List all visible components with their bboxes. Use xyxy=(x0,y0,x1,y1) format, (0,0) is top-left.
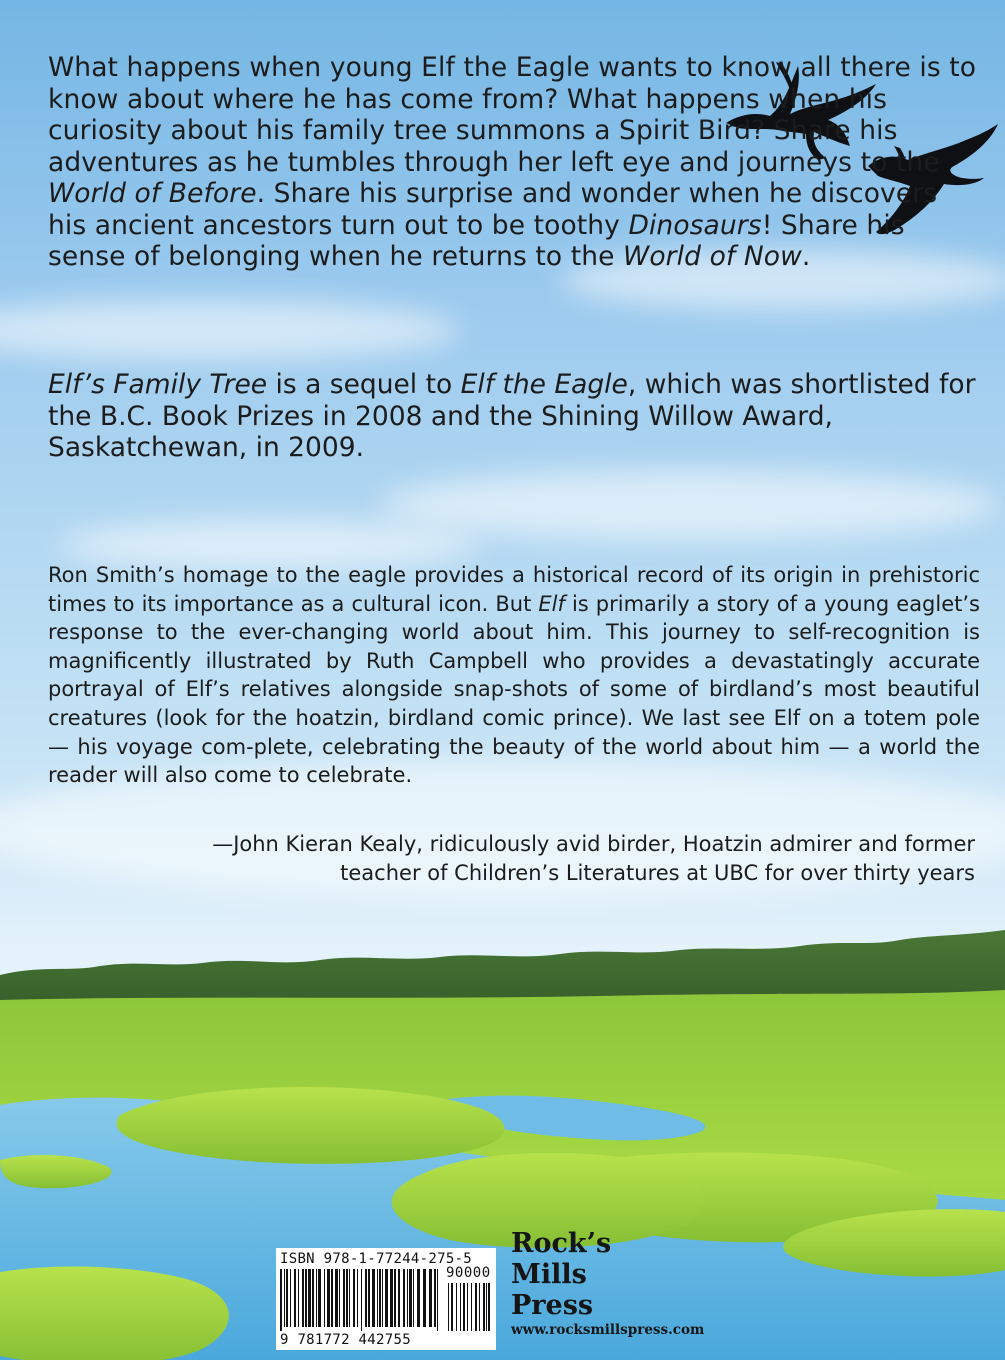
barcode-bar xyxy=(349,1269,350,1327)
barcode-bars xyxy=(280,1269,492,1331)
barcode-bar xyxy=(346,1269,348,1327)
barcode-bar xyxy=(398,1269,400,1327)
barcode-bar xyxy=(467,1283,468,1331)
barcode-bar xyxy=(280,1269,282,1331)
barcode-bar xyxy=(379,1269,381,1327)
barcode-bar xyxy=(479,1283,480,1331)
review-elf: Elf xyxy=(538,591,565,616)
barcode-bar xyxy=(290,1269,291,1327)
barcode-bar xyxy=(437,1269,438,1331)
barcode-bar xyxy=(294,1269,296,1327)
review-quote xyxy=(48,561,980,790)
book-title: Elf’s Family Tree xyxy=(48,369,268,400)
barcode-bar xyxy=(305,1269,307,1327)
barcode-bar xyxy=(460,1283,461,1331)
barcode-bar xyxy=(372,1269,375,1327)
blurb-text-4: . xyxy=(801,241,811,272)
blurb-text-2: . Share his surprise and wonder when he discovers his ancient ancestors turn out to be toothy xyxy=(48,178,938,241)
barcode-bar xyxy=(407,1269,408,1327)
barcode-bar xyxy=(488,1283,490,1331)
barcode-bar xyxy=(471,1283,472,1331)
ean-digits: 9 781772 442755 xyxy=(280,1332,411,1348)
barcode-bar xyxy=(318,1269,321,1327)
barcode-bar xyxy=(353,1269,355,1327)
barcode-bar xyxy=(448,1283,449,1331)
barcode-bar xyxy=(339,1269,340,1327)
prior-book-title: Elf the Eagle xyxy=(460,369,628,400)
sequel-paragraph xyxy=(48,369,978,464)
blurb-world-of-now: World of Now xyxy=(623,241,802,272)
barcode-bar xyxy=(434,1269,436,1327)
blurb-text-3: ! Share his sense of belonging when he returns to the xyxy=(48,209,905,272)
barcode-bar xyxy=(298,1269,299,1327)
barcode-bar xyxy=(390,1269,393,1327)
barcode-bar xyxy=(284,1269,285,1327)
publisher-line-2: Mills xyxy=(511,1259,587,1290)
barcode-bar xyxy=(377,1269,378,1327)
publisher-website: www.rocksmillspress.com xyxy=(511,1322,705,1338)
price-code: 90000 xyxy=(446,1265,491,1281)
blurb-dinosaurs: Dinosaurs xyxy=(628,209,762,241)
isbn-number: ISBN 978-1-77244-275-5 xyxy=(280,1251,473,1267)
barcode-bar xyxy=(394,1269,396,1327)
barcode-bar xyxy=(312,1269,314,1327)
blurb-paragraph xyxy=(48,52,978,273)
barcode-bar xyxy=(361,1269,362,1331)
barcode-bar xyxy=(365,1269,367,1327)
barcode-bar xyxy=(486,1283,487,1331)
barcode-bar xyxy=(343,1269,345,1327)
barcode-bar xyxy=(456,1283,457,1331)
barcode-bar xyxy=(409,1269,412,1327)
barcode-bar xyxy=(483,1283,485,1331)
publisher-logo xyxy=(511,1228,751,1321)
barcode-bar xyxy=(429,1269,432,1327)
barcode-bar xyxy=(413,1269,414,1327)
barcode-bar xyxy=(417,1269,420,1327)
barcode-bar xyxy=(382,1269,383,1327)
barcode-bar xyxy=(331,1269,333,1327)
barcode-bar xyxy=(357,1269,358,1327)
isbn-barcode xyxy=(276,1248,496,1350)
attribution-line-2: teacher of Children’s Literatures at UBC for over thirty years xyxy=(340,860,975,885)
barcode-bar xyxy=(403,1269,405,1327)
barcode-bar xyxy=(316,1269,317,1327)
barcode-bar xyxy=(385,1269,388,1327)
blurb-text-1: What happens when young Elf the Eagle wants to know all there is to know about where he has come from? What happens when his curiosity about his family tree summons a Spirit Bird? Share his adventures as he tumbles through her left eye and journeys to the xyxy=(48,52,977,178)
review-text-1: Ron Smith’s homage to the eagle provides a historical record of its origin in prehistoric times to its importance as a cultural icon. But xyxy=(48,563,980,616)
barcode-bar xyxy=(463,1283,465,1331)
sequel-text-1: is a sequel to xyxy=(267,369,461,400)
barcode-bar xyxy=(451,1283,453,1331)
barcode-bar xyxy=(423,1269,426,1327)
review-text-2: is primarily a story of a young eaglet’s response to the ever-changing world about him. This journey to self-recognition is magnificently illustrated by Ruth Campbell who provides a devastatingly accurate portrayal of Elf’s relatives alongside snap-shots of some of birdland’s most beautiful creatures (look for the hoatzin, birdland comic prince). We last see Elf on a totem pole — his voyage com-plete, celebrating the beauty of the world about him — a world the reader will also come to celebrate. xyxy=(48,591,980,788)
barcode-bar xyxy=(324,1269,325,1327)
barcode-bar xyxy=(475,1283,477,1331)
barcode-bar xyxy=(335,1269,338,1327)
blurb-world-of-before: World of Before xyxy=(48,178,257,209)
publisher-line-3: Press xyxy=(511,1290,594,1321)
review-attribution xyxy=(35,830,975,887)
barcode-bar xyxy=(308,1269,311,1327)
barcode-bar xyxy=(302,1269,304,1327)
barcode-bar xyxy=(327,1269,330,1327)
barcode-bar xyxy=(368,1269,370,1327)
publisher-line-1: Rock’s xyxy=(511,1228,612,1259)
attribution-line-1: —John Kieran Kealy, ridiculously avid birder, Hoatzin admirer and former xyxy=(212,832,975,856)
sequel-text-2: , which was shortlisted for the B.C. Book Prizes in 2008 and the Shining Willow Award, Saskatchewan, in 2009. xyxy=(48,369,976,463)
barcode-bar xyxy=(286,1269,288,1327)
